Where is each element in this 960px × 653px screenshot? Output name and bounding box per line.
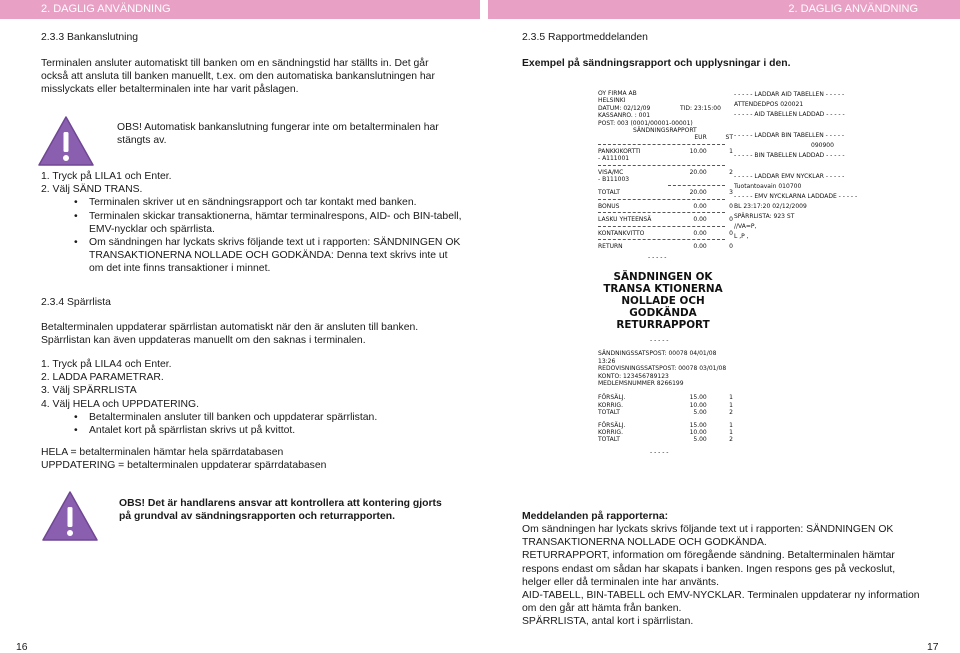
receipt-divider [598, 239, 725, 240]
receipt-row: FÖRSÄLJ. 15.00 1 [598, 421, 733, 429]
section-234-paragraph: Betalterminalen uppdaterar spärrlistan automatiskt när den är ansluten till banken. Spärrlistan kan även uppdateras manuellt om den saknas i terminalen. [41, 322, 419, 347]
receipt-divider [598, 199, 725, 200]
warning-triangle-icon [37, 115, 95, 167]
receipt-line: ATTENDEDPOS 020021 [734, 101, 804, 108]
receipt-row: TOTALT 20.00 3 [598, 189, 733, 197]
receipt-row: TOTALT 5.00 2 [598, 436, 733, 444]
receipt-row: KORRIG. 10.00 1 [598, 401, 733, 409]
receipt-date-row [598, 105, 733, 112]
bullet-item: • Terminalen skickar transaktionerna, hämtar terminalrespons, AID- och BIN-tabell, EMV-nycklar och spärrlista. [74, 210, 462, 236]
receipt-row: VISA/MC 20.00 2 [598, 168, 733, 176]
receipt-line: - - - - - [648, 253, 667, 261]
receipt-time: TID: 23:15:00 [680, 104, 721, 112]
step-item: 1. Tryck på LILA4 och Enter. [41, 359, 172, 370]
receipt-row: KORRIG. 10.00 1 [598, 428, 733, 436]
chapter-header-left: 2. DAGLIG ANVÄNDNING [0, 0, 480, 19]
bullet-item: • Antalet kort på spärrlistan skrivs ut på kvittot. [74, 424, 461, 437]
definition-text: HELA = betalterminalen hämtar hela spärrdatabasen [41, 447, 284, 458]
definition-text: UPPDATERING = betalterminalen uppdaterar spärrdatabasen [41, 460, 327, 471]
receipt-row: - B111003 [598, 176, 630, 184]
receipt-line: SPÄRRLISTA: 923 ST [734, 213, 795, 220]
warning-text-2: OBS! Det är handlarens ansvar att kontrollera att kontering gjorts på grundval av sändningsrapporten och returrapporten. [119, 498, 442, 523]
receipt-date: DATUM: 02/12/09 [598, 104, 651, 112]
definition-uppdatering [41, 459, 326, 472]
receipt-line: 090900 [811, 142, 834, 149]
bullet-item: • Terminalen skriver ut en sändningsrapport och tar kontakt med banken. [74, 196, 462, 209]
section-title-234: 2.3.4 Spärrlista [41, 297, 111, 308]
receipt-line: BL 23:17:20 02/12/2009 [734, 203, 807, 210]
receipt-line: HELSINKI [598, 97, 626, 105]
receipt-line: - - - - - [650, 336, 669, 344]
message-paragraph: SPÄRRLISTA, antal kort i spärrlistan. [522, 616, 694, 628]
receipt-row: RETURN 0.00 0 [598, 243, 733, 251]
receipt-divider [668, 185, 725, 186]
messages-title: Meddelanden på rapporterna: [522, 511, 669, 522]
receipt-row: LASKU YHTEENSÄ 0.00 0 [598, 216, 733, 224]
receipt-line: - - - - - AID TABELLEN LADDAD - - - - - [734, 111, 845, 118]
receipt-line: L ,P , [734, 233, 749, 240]
section-title-233: 2.3.3 Bankanslutning [41, 32, 139, 43]
step-item: 1. Tryck på LILA1 och Enter. [41, 171, 172, 182]
step-item: 3. Välj SPÄRRLISTA [41, 385, 137, 397]
receipt-posts: SÄNDNINGSSATSPOST: 00078 04/01/08 13:26 REDOVISNINGSSATSPOST: 00078 03/01/08 KONTO: 123456789123 MEDLEMSNUMMER 8266199 [598, 350, 727, 387]
warning-text-1: OBS! Automatisk bankanslutning fungerar inte om betalterminalen har stängts av. [117, 122, 439, 147]
bullet-item: • Betalterminalen ansluter till banken och uppdaterar spärrlistan. [74, 411, 461, 424]
page-number-right: 17 [927, 642, 939, 653]
message-paragraph: AID-TABELL, BIN-TABELL och EMV-NYCKLAR. Terminalen uppdaterar ny information om den går att hämta från banken. [522, 590, 920, 615]
receipt-line: POST: 003 (0001/00001-00001) [598, 119, 693, 127]
receipt-divider [598, 165, 725, 166]
messages-body [522, 523, 922, 629]
receipt-line: - - - - - LADDAR AID TABELLEN - - - - - [734, 91, 845, 98]
bullet-list-1 [74, 196, 462, 275]
section-233-paragraph: Terminalen ansluter automatiskt till banken om en sändningstid har ställts in. Det går också att ansluta till banken manuellt, t.ex. om den automatiska bankanslutningen har misslyckats eller betalterminalen inte har varit påslagen. [41, 58, 435, 96]
receipt-divider [598, 144, 725, 145]
section-title-235: 2.3.5 Rapportmeddelanden [522, 32, 648, 43]
receipt-line: - - - - - [650, 448, 669, 456]
bullet-item: • Om sändningen har lyckats skrivs följande text ut i rapporten: SÄNDNINGEN OK TRANSAKTIONERNA NOLLADE OCH GODKÄNDA: Denna text skrivs inte ut om det inte finns transaktioner i minnet. [74, 236, 462, 276]
receipt-line: - - - - - LADDAR BIN TABELLEN - - - - - [734, 132, 845, 139]
receipt-currency-row [598, 134, 733, 141]
steps-list-1 [41, 170, 461, 276]
receipt-line: //VA=P, [734, 223, 757, 230]
receipt-success-text: SÄNDNINGEN OK TRANSA KTIONERNA NOLLADE OCH GODKÄNDA RETURRAPPORT [603, 270, 723, 331]
step-item: 2. LADDA PARAMETRAR. [41, 372, 164, 384]
receipt-divider [598, 212, 725, 213]
receipt-line: - - - - - EMV NYCKLARNA LADDADE - - - - - [734, 193, 858, 200]
sending-report-receipt [598, 90, 733, 456]
receipt-row: - A111001 [598, 155, 630, 163]
receipt-row: PANKKIKORTTI 10.00 1 [598, 147, 733, 155]
receipt-line: - - - - - LADDAR EMV NYCKLAR - - - - - [734, 173, 845, 180]
step-item: 2. Välj SÄND TRANS. [41, 184, 143, 196]
receipt-row: TOTALT 5.00 2 [598, 409, 733, 417]
receipt-currency: EUR [694, 134, 707, 142]
page-number-left: 16 [16, 642, 28, 653]
receipt-line: - - - - - BIN TABELLEN LADDAD - - - - - [734, 152, 845, 159]
receipt-row: KONTANKVITTO 0.00 0 [598, 229, 733, 237]
receipt-line: Tuotantoavain 010700 [734, 183, 802, 190]
warning-triangle-icon [41, 490, 99, 542]
section-235-subtitle: Exempel på sändningsrapport och upplysningar i den. [522, 58, 791, 69]
step-item: 4. Välj HELA och UPPDATERING. [41, 398, 200, 410]
bullet-list-2 [74, 411, 461, 437]
receipt-line: KASSANRO. : 001 [598, 112, 651, 120]
parameter-report-receipt [734, 91, 874, 243]
receipt-count-header: ST [725, 134, 733, 142]
receipt-row: BONUS 0.00 0 [598, 202, 733, 210]
message-paragraph: RETURRAPPORT, information om föregående sändning. Betalterminalen hämtar respons endast om sådan har skapats i banken. Ingen respons ges på veckoslut, helger eller då terminalen inte har använts. [522, 550, 896, 588]
receipt-line: OY FIRMA AB [598, 90, 637, 97]
receipt-divider [598, 226, 725, 227]
chapter-header-right: 2. DAGLIG ANVÄNDNING [488, 0, 960, 19]
steps-list-2 [41, 358, 461, 437]
receipt-row: FÖRSÄLJ. 15.00 1 [598, 394, 733, 402]
message-paragraph: Om sändningen har lyckats skrivs följande text ut i rapporten: SÄNDNINGEN OK TRANSAKTIONERNA NOLLADE OCH GODKÄNDA. [522, 524, 894, 549]
definition-hela [41, 446, 283, 459]
receipt-line: SÄNDNINGSRAPPORT [633, 127, 697, 135]
